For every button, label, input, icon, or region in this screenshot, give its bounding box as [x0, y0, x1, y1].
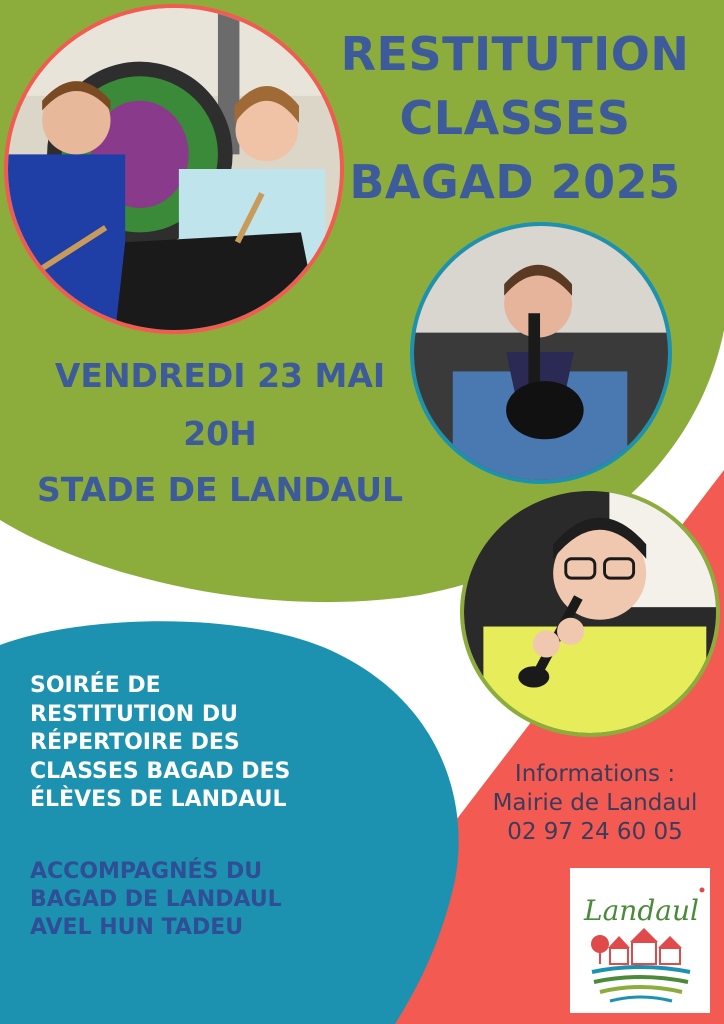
event-date: VENDREDI 23 MAI [54, 356, 386, 395]
photo-drummers [4, 4, 344, 334]
accompaniment-line-2: BAGAD DE LANDAUL [30, 887, 282, 912]
accompaniment [30, 858, 410, 942]
event-time: 20H [183, 414, 257, 453]
info-organization: Mairie de Landaul [492, 790, 698, 816]
poster-title [330, 22, 700, 214]
photo-bagpipes [410, 222, 672, 484]
event-place: STADE DE LANDAUL [36, 470, 404, 509]
accompaniment-line-3: AVEL HUN TADEU [30, 915, 244, 940]
title-line-1: RESTITUTION [340, 27, 690, 81]
description-line-3: RÉPERTOIRE DES [30, 730, 240, 755]
landaul-logo [570, 868, 710, 1013]
accompaniment-line-1: ACCOMPAGNÉS DU [30, 859, 263, 884]
title-line-2: CLASSES [399, 91, 631, 145]
description-line-1: SOIRÉE DE [30, 673, 161, 698]
info-label: Informations : [514, 761, 676, 787]
contact-info [470, 760, 720, 847]
description-line-2: RESTITUTION DU [30, 701, 238, 727]
logo-text: Landaul [584, 894, 699, 927]
photo-bombarde [460, 487, 720, 737]
title-line-3: BAGAD 2025 [349, 155, 681, 209]
info-phone[interactable]: 02 97 24 60 05 [507, 819, 683, 845]
event-description [30, 672, 430, 815]
description-line-5: ÉLÈVES DE LANDAUL [30, 787, 287, 812]
description-line-4: CLASSES BAGAD DES [30, 758, 291, 784]
